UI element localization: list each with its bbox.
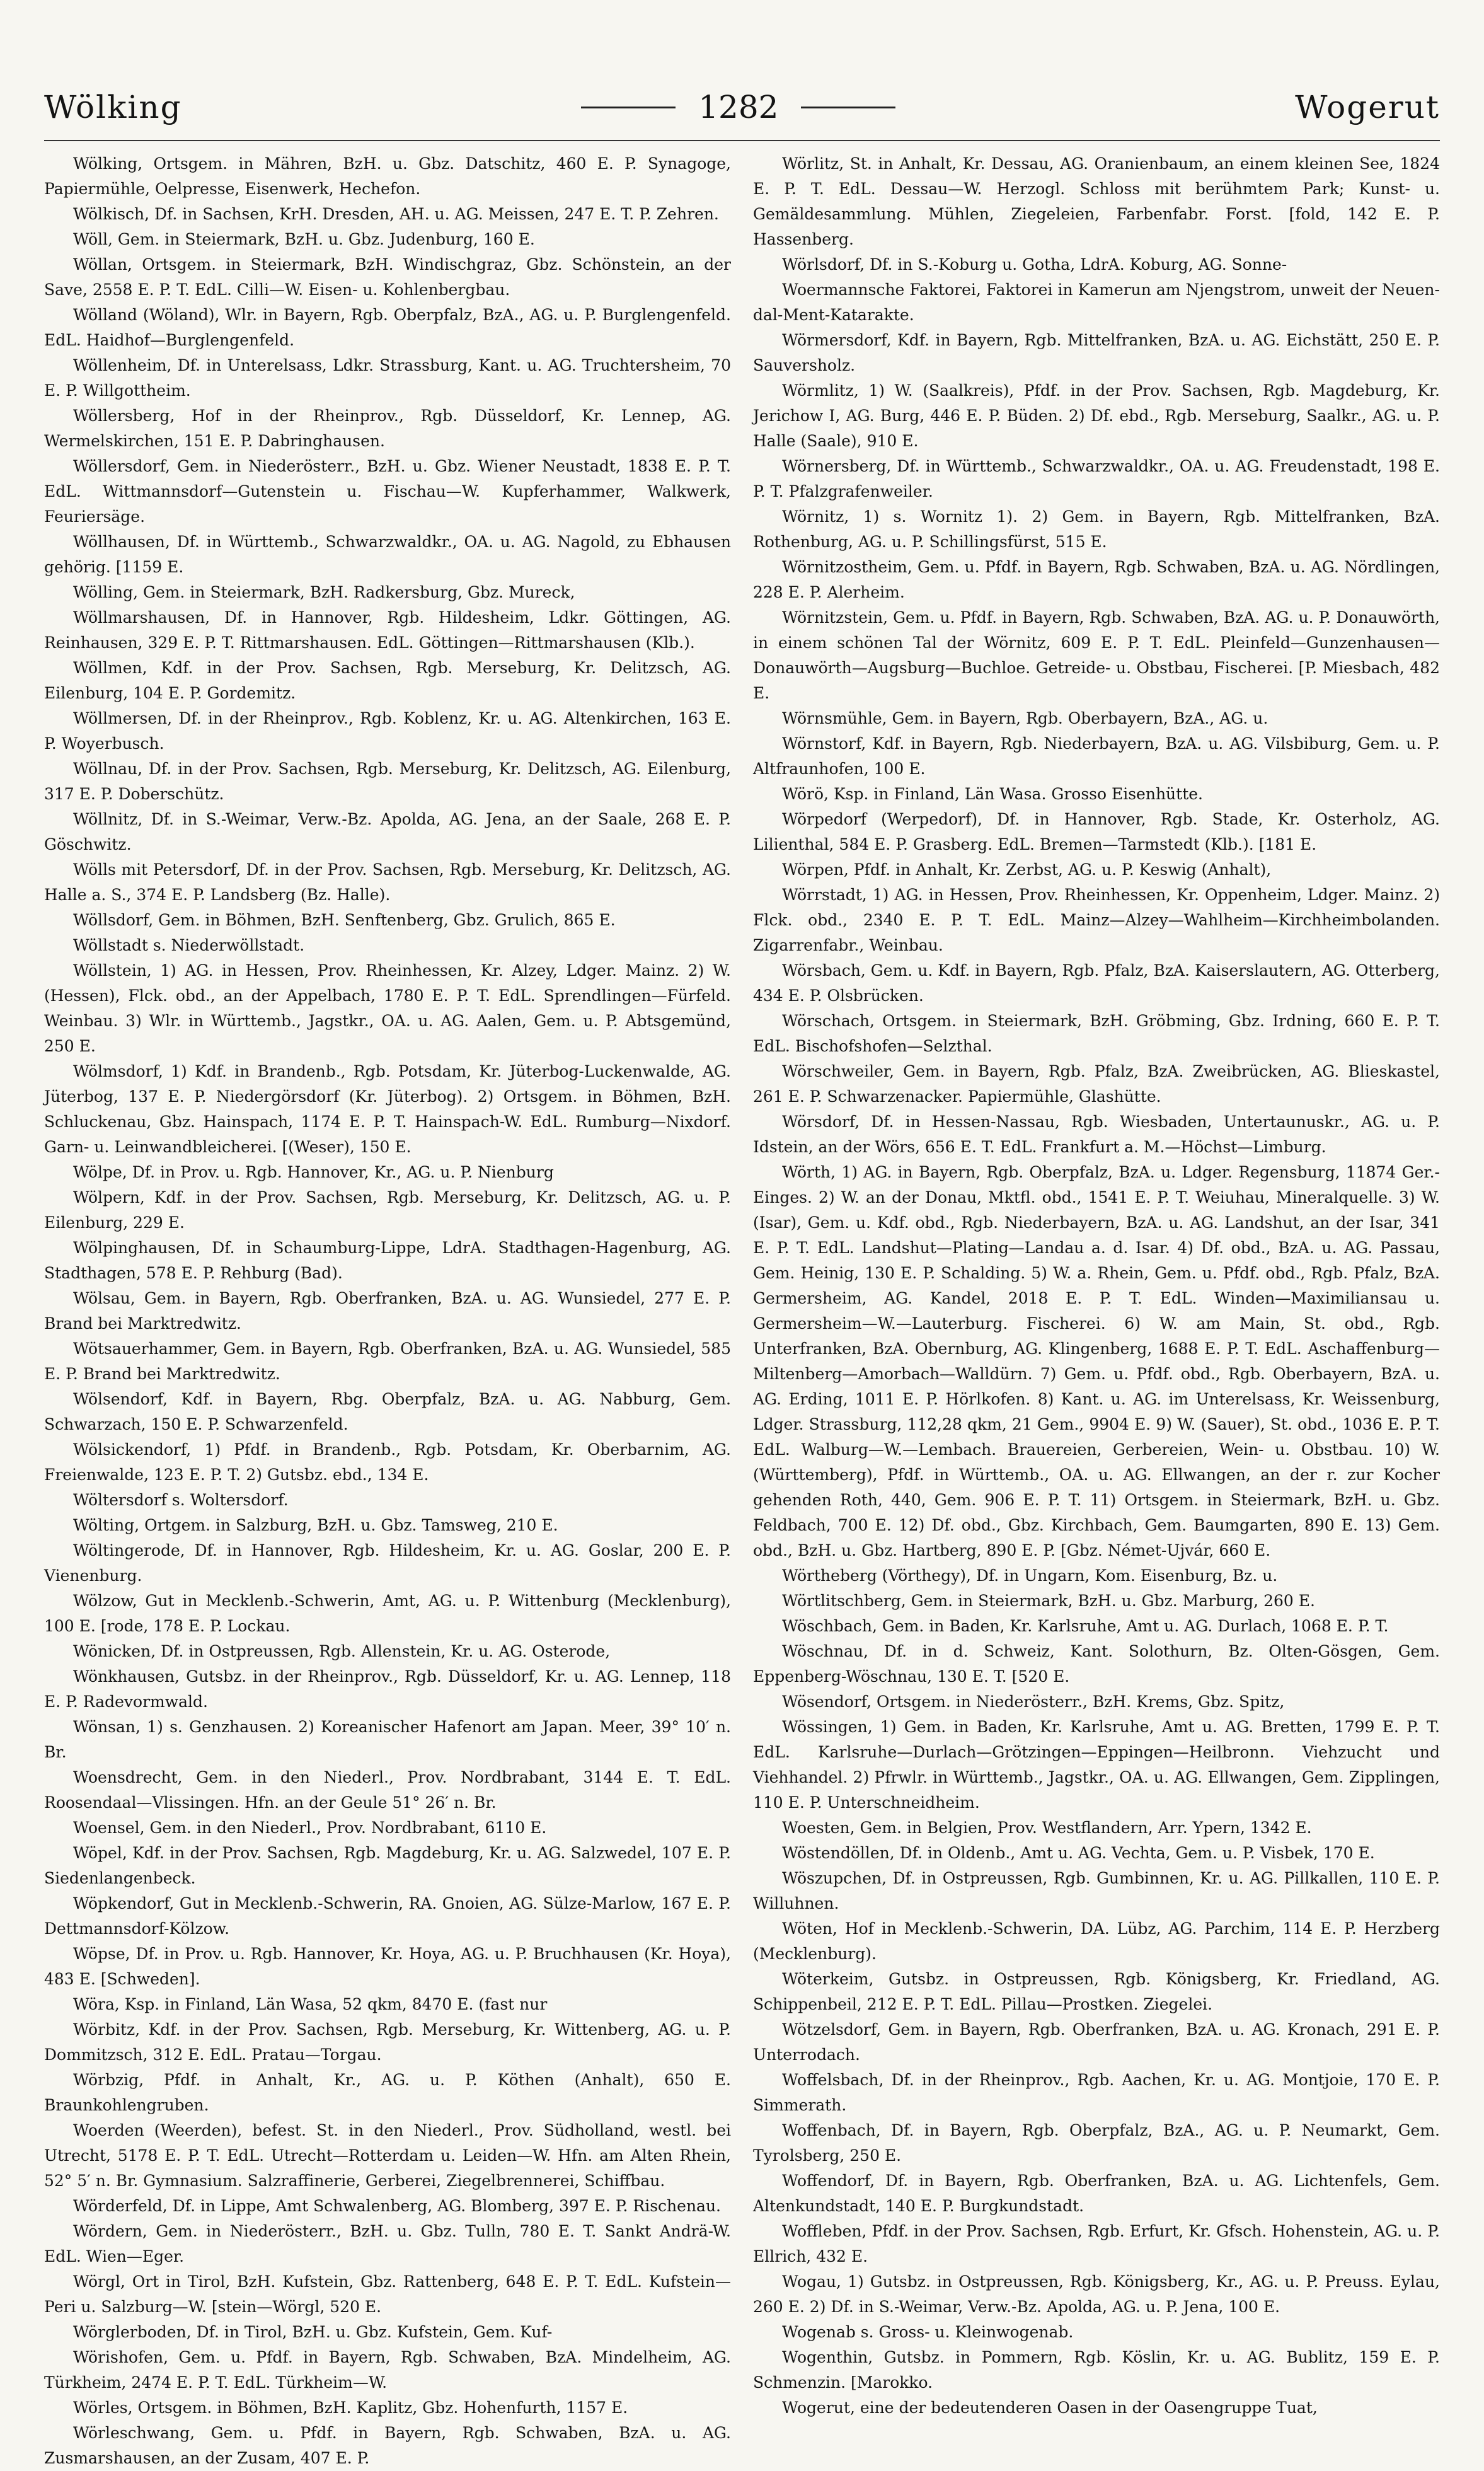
gazetteer-entry: Wogenthin, Gutsbz. in Pommern, Rgb. Köslin, Kr. u. AG. Bublitz, 159 E. P. Schmenzin. [Marokko. (753, 2348, 1440, 2392)
gazetteer-entry: Wölpern, Kdf. in der Prov. Sachsen, Rgb. Merseburg, Kr. Delitzsch, AG. u. P. Eilenburg, 229 E. (44, 1188, 731, 1232)
gazetteer-entry: Wöllan, Ortsgem. in Steiermark, BzH. Windischgraz, Gbz. Schönstein, an der Save, 2558 E. P. T. EdL. Cilli—W. Eisen- u. Kohlenbergbau. (44, 255, 731, 299)
gazetteer-entry: Wöpel, Kdf. in der Prov. Sachsen, Rgb. Magdeburg, Kr. u. AG. Salzwedel, 107 E. P. Siedenlangenbeck. (44, 1844, 731, 1887)
gazetteer-entry: Wörtheberg (Vörthegy), Df. in Ungarn, Kom. Eisenburg, Bz. u. (782, 1566, 1278, 1585)
gazetteer-entry: Wörnstorf, Kdf. in Bayern, Rgb. Niederbayern, BzA. u. AG. Vilsbiburg, Gem. u. P. Altfraunhofen, 100 E. (753, 734, 1440, 778)
gazetteer-entry: Wörsbach, Gem. u. Kdf. in Bayern, Rgb. Pfalz, BzA. Kaiserslautern, AG. Otterberg, 434 E. P. Olsbrücken. (753, 961, 1440, 1005)
right-column (753, 151, 1440, 2421)
gazetteer-entry: Woffelsbach, Df. in der Rheinprov., Rgb. Aachen, Kr. u. AG. Montjoie, 170 E. P. Simmerath. (753, 2071, 1440, 2114)
gazetteer-entry: Wöpkendorf, Gut in Mecklenb.-Schwerin, RA. Gnoien, AG. Sülze-Marlow, 167 E. P. Dettmannsdorf-Kölzow. (44, 1894, 731, 1938)
gazetteer-entry: Woesten, Gem. in Belgien, Prov. Westflandern, Arr. Ypern, 1342 E. (782, 1819, 1312, 1837)
gazetteer-entry: Wörnersberg, Df. in Württemb., Schwarzwaldkr., OA. u. AG. Freudenstadt, 198 E. P. T. Pfalzgrafenweiler. (753, 457, 1440, 501)
gazetteer-entry: Wöstendöllen, Df. in Oldenb., Amt u. AG. Vechta, Gem. u. P. Visbek, 170 E. (782, 1844, 1375, 1862)
gazetteer-entry: Wörpedorf (Werpedorf), Df. in Hannover, Rgb. Stade, Kr. Osterholz, AG. Lilienthal, 584 E. P. Grasberg. EdL. Bremen—Tarmstedt (Klb.). [181 E. (753, 810, 1440, 854)
gazetteer-entry: Woermannsche Faktorei, Faktorei in Kamerun am Njengstrom, unweit der Neuen-dal-Ment-Katarakte. (753, 281, 1440, 324)
gazetteer-entry: Wörbzig, Pfdf. in Anhalt, Kr., AG. u. P. Köthen (Anhalt), 650 E. Braunkohlengruben. (44, 2071, 731, 2114)
page-number: 1282 (698, 89, 779, 125)
gazetteer-entry: Wölsickendorf, 1) Pfdf. in Brandenb., Rgb. Potsdam, Kr. Oberbarnim, AG. Freienwalde, 123 E. P. T. 2) Gutsbz. ebd., 134 E. (44, 1440, 731, 1484)
gazetteer-entry: Woffendorf, Df. in Bayern, Rgb. Oberfranken, BzA. u. AG. Lichtenfels, Gem. Altenkundstadt, 140 E. P. Burgkundstadt. (753, 2172, 1440, 2215)
gazetteer-entry: Wöra, Ksp. in Finland, Län Wasa, 52 qkm, 8470 E. (fast nur (73, 1995, 548, 2013)
gazetteer-entry: Wöllstadt s. Niederwöllstadt. (73, 936, 305, 954)
gazetteer-entry: Wogau, 1) Gutsbz. in Ostpreussen, Rgb. Königsberg, Kr., AG. u. P. Preuss. Eylau, 260 E. 2) Df. in S.-Weimar, Verw.-Bz. Apolda, AG. u. P. Jena, 100 E. (753, 2272, 1440, 2316)
gazetteer-entry: Woensdrecht, Gem. in den Niederl., Prov. Nordbrabant, 3144 E. T. EdL. Roosendaal—Vlissingen. Hfn. an der Geule 51° 26′ n. Br. (44, 1768, 731, 1812)
header-rule (44, 140, 1440, 141)
gazetteer-entry: Wölking, Ortsgem. in Mähren, BzH. u. Gbz. Datschitz, 460 E. P. Synagoge, Papiermühle, Oelpresse, Eisenwerk, Hechefon. (44, 154, 731, 198)
gazetteer-entry: Wördern, Gem. in Niederösterr., BzH. u. Gbz. Tulln, 780 E. T. Sankt Andrä-W. EdL. Wien—Eger. (44, 2222, 731, 2266)
gazetteer-entry: Wöltingerode, Df. in Hannover, Rgb. Hildesheim, Kr. u. AG. Goslar, 200 E. P. Vienenburg. (44, 1541, 731, 1585)
gazetteer-entry: Woffenbach, Df. in Bayern, Rgb. Oberpfalz, BzA., AG. u. P. Neumarkt, Gem. Tyrolsberg, 250 E. (753, 2121, 1440, 2165)
gazetteer-entry: Wöllnitz, Df. in S.-Weimar, Verw.-Bz. Apolda, AG. Jena, an der Saale, 268 E. P. Göschwitz. (44, 810, 731, 854)
gazetteer-entry: Wöllsdorf, Gem. in Böhmen, BzH. Senftenberg, Gbz. Grulich, 865 E. (73, 911, 616, 929)
gazetteer-entry: Wörnitzostheim, Gem. u. Pfdf. in Bayern, Rgb. Schwaben, BzA. u. AG. Nördlingen, 228 E. P. Alerheim. (753, 558, 1440, 601)
gazetteer-entry: Wörmlitz, 1) W. (Saalkreis), Pfdf. in der Prov. Sachsen, Rgb. Magdeburg, Kr. Jerichow I, AG. Burg, 446 E. P. Büden. 2) Df. ebd., Rgb. Merseburg, Saalkr., AG. u. P. Halle (Saale), 910 E. (753, 381, 1440, 450)
gazetteer-entry: Wöllmen, Kdf. in der Prov. Sachsen, Rgb. Merseburg, Kr. Delitzsch, AG. Eilenburg, 104 E. P. Gordemitz. (44, 659, 731, 702)
left-running-head: Wölking (44, 89, 182, 125)
gazetteer-entry: Wölsau, Gem. in Bayern, Rgb. Oberfranken, BzA. u. AG. Wunsiedel, 277 E. P. Brand bei Marktredwitz. (44, 1289, 731, 1333)
gazetteer-entry: Wöterkeim, Gutsbz. in Ostpreussen, Rgb. Königsberg, Kr. Friedland, AG. Schippenbeil, 212 E. P. T. EdL. Pillau—Prostken. Ziegelei. (753, 1970, 1440, 2013)
gazetteer-entry: Wogerut, eine der bedeutenderen Oasen in der Oasengruppe Tuat, (782, 2399, 1318, 2417)
gazetteer-entry: Wörschweiler, Gem. in Bayern, Rgb. Pfalz, BzA. Zweibrücken, AG. Blieskastel, 261 E. P. Schwarzenacker. Papiermühle, Glashütte. (753, 1062, 1440, 1106)
gazetteer-entry: Wörleschwang, Gem. u. Pfdf. in Bayern, Rgb. Schwaben, BzA. u. AG. Zusmarshausen, an der Zusam, 407 E. P. (44, 2424, 731, 2467)
gazetteer-entry: Woerden (Weerden), befest. St. in den Niederl., Prov. Südholland, westl. bei Utrecht, 5178 E. P. T. EdL. Utrecht—Rotterdam u. Leiden—W. Hfn. am Alten Rhein, 52° 5′ n. Br. Gymnasium. Salzraffinerie, Gerberei, Ziegelbrennerei, Schiffbau. (44, 2121, 731, 2190)
gazetteer-entry: Wöllhausen, Df. in Württemb., Schwarzwaldkr., OA. u. AG. Nagold, zu Ebhausen gehörig. [1159 E. (44, 533, 731, 576)
gazetteer-entry: Wörnitzstein, Gem. u. Pfdf. in Bayern, Rgb. Schwaben, BzA. AG. u. P. Donauwörth, in einem schönen Tal der Wörnitz, 609 E. P. T. EdL. Pleinfeld—Gunzenhausen—Donauwörth—Augsburg—Buchloe. Getreide- u. Obstbau, Fischerei. [P. Miesbach, 482 E. (753, 608, 1440, 702)
gazetteer-entry: Wölland (Wöland), Wlr. in Bayern, Rgb. Oberpfalz, BzA., AG. u. P. Burglengenfeld. EdL. Haidhof—Burglengenfeld. (44, 306, 731, 349)
gazetteer-entry: Wöllmersen, Df. in der Rheinprov., Rgb. Koblenz, Kr. u. AG. Altenkirchen, 163 E. P. Woyerbusch. (44, 709, 731, 753)
gazetteer-entry: Wöpse, Df. in Prov. u. Rgb. Hannover, Kr. Hoya, AG. u. P. Bruchhausen (Kr. Hoya), 483 E. [Schweden]. (44, 1945, 731, 1988)
page-number-group (581, 89, 895, 125)
gazetteer-entry: Wönsan, 1) s. Genzhausen. 2) Koreanischer Hafenort am Japan. Meer, 39° 10′ n. Br. (44, 1718, 731, 1761)
gazetteer-entry: Wölling, Gem. in Steiermark, BzH. Radkersburg, Gbz. Mureck, (73, 583, 575, 601)
gazetteer-entry: Wörnsmühle, Gem. in Bayern, Rgb. Oberbayern, BzA., AG. u. (782, 709, 1268, 727)
gazetteer-entry: Wöllstein, 1) AG. in Hessen, Prov. Rheinhessen, Kr. Alzey, Ldger. Mainz. 2) W. (Hessen), Flck. obd., an der Appelbach, 1780 E. P. T. EdL. Sprendlingen—Fürfeld. Weinbau. 3) Wlr. in Württemb., Jagstkr., OA. u. AG. Aalen, Gem. u. P. Abtsgemünd, 250 E. (44, 961, 731, 1055)
gazetteer-entry: Wöszupchen, Df. in Ostpreussen, Rgb. Gumbinnen, Kr. u. AG. Pillkallen, 110 E. P. Willuhnen. (753, 1869, 1440, 1913)
gazetteer-entry: Wörderfeld, Df. in Lippe, Amt Schwalenberg, AG. Blomberg, 397 E. P. Rischenau. (73, 2197, 722, 2215)
gazetteer-entry: Wogenab s. Gross- u. Kleinwogenab. (782, 2323, 1074, 2341)
gazetteer-entry: Wörglerboden, Df. in Tirol, BzH. u. Gbz. Kufstein, Gem. Kuf- (73, 2323, 553, 2341)
gazetteer-entry: Wörgl, Ort in Tirol, BzH. Kufstein, Gbz. Rattenberg, 648 E. P. T. EdL. Kufstein—Peri u. Salzburg—W. [stein—Wörgl, 520 E. (44, 2272, 731, 2316)
gazetteer-entry: Wölkisch, Df. in Sachsen, KrH. Dresden, AH. u. AG. Meissen, 247 E. T. P. Zehren. (73, 205, 719, 223)
gazetteer-entry: Woensel, Gem. in den Niederl., Prov. Nordbrabant, 6110 E. (73, 1819, 547, 1837)
gazetteer-entry: Wölpinghausen, Df. in Schaumburg-Lippe, LdrA. Stadthagen-Hagenburg, AG. Stadthagen, 578 E. P. Rehburg (Bad). (44, 1239, 731, 1282)
gazetteer-entry: Wöllersberg, Hof in der Rheinprov., Rgb. Düsseldorf, Kr. Lennep, AG. Wermelskirchen, 151 E. P. Dabringhausen. (44, 407, 731, 450)
gazetteer-entry: Wörrstadt, 1) AG. in Hessen, Prov. Rheinhessen, Kr. Oppenheim, Ldger. Mainz. 2) Flck. obd., 2340 E. P. T. EdL. Mainz—Alzey—Wahlheim—Kirchheimbolanden. Zigarrenfabr., Weinbau. (753, 886, 1440, 954)
gazetteer-entry: Wönicken, Df. in Ostpreussen, Rgb. Allenstein, Kr. u. AG. Osterode, (73, 1642, 611, 1660)
gazetteer-entry: Wörmersdorf, Kdf. in Bayern, Rgb. Mittelfranken, BzA. u. AG. Eichstätt, 250 E. P. Sauversholz. (753, 331, 1440, 374)
gazetteer-entry: Wöll, Gem. in Steiermark, BzH. u. Gbz. Judenburg, 160 E. (73, 230, 535, 248)
gazetteer-entry: Wörnitz, 1) s. Wornitz 1). 2) Gem. in Bayern, Rgb. Mittelfranken, BzA. Rothenburg, AG. u. P. Schillingsfürst, 515 E. (753, 507, 1440, 551)
gazetteer-entry: Wölpe, Df. in Prov. u. Rgb. Hannover, Kr., AG. u. P. Nienburg (73, 1163, 554, 1181)
gazetteer-entry: Wörlitz, St. in Anhalt, Kr. Dessau, AG. Oranienbaum, an einem kleinen See, 1824 E. P. T. EdL. Dessau—W. Herzogl. Schloss mit berühmtem Park; Kunst- u. Gemäldesammlung. Mühlen, Ziegeleien, Farbenfabr. Forst. [fold, 142 E. P. Hassenberg. (753, 154, 1440, 248)
gazetteer-entry: Wörtlitschberg, Gem. in Steiermark, BzH. u. Gbz. Marburg, 260 E. (782, 1592, 1315, 1610)
gazetteer-entry: Wörschach, Ortsgem. in Steiermark, BzH. Gröbming, Gbz. Irdning, 660 E. P. T. EdL. Bischofshofen—Selzthal. (753, 1012, 1440, 1055)
gazetteer-entry: Wölting, Ortgem. in Salzburg, BzH. u. Gbz. Tamsweg, 210 E. (73, 1516, 558, 1534)
gazetteer-entry: Wöten, Hof in Mecklenb.-Schwerin, DA. Lübz, AG. Parchim, 114 E. P. Herzberg (Mecklenburg). (753, 1919, 1440, 1963)
header-dash-right (801, 107, 895, 108)
gazetteer-entry: Wörlsdorf, Df. in S.-Koburg u. Gotha, LdrA. Koburg, AG. Sonne- (782, 255, 1287, 274)
gazetteer-entry: Wötzelsdorf, Gem. in Bayern, Rgb. Oberfranken, BzA. u. AG. Kronach, 291 E. P. Unterrodach. (753, 2020, 1440, 2064)
gazetteer-entry: Wöschnau, Df. in d. Schweiz, Kant. Solothurn, Bz. Olten-Gösgen, Gem. Eppenberg-Wöschnau, 130 E. T. [520 E. (753, 1642, 1440, 1686)
gazetteer-entry: Wöllnau, Df. in der Prov. Sachsen, Rgb. Merseburg, Kr. Delitzsch, AG. Eilenburg, 317 E. P. Doberschütz. (44, 760, 731, 803)
right-running-head: Wogerut (1295, 89, 1440, 125)
gazetteer-entry: Wöllmarshausen, Df. in Hannover, Rgb. Hildesheim, Ldkr. Göttingen, AG. Reinhausen, 329 E. P. T. Rittmarshausen. EdL. Göttingen—Rittmarshausen (Klb.). (44, 608, 731, 652)
gazetteer-entry: Wössingen, 1) Gem. in Baden, Kr. Karlsruhe, Amt u. AG. Bretten, 1799 E. P. T. EdL. Karlsruhe—Durlach—Grötzingen—Eppingen—Heilbronn. Viehzucht und Viehhandel. 2) Pfrwlr. in Württemb., Jagstkr., OA. u. AG. Ellwangen, Gem. Zipplingen, 110 E. P. Unterschneidheim. (753, 1718, 1440, 1812)
gazetteer-entry: Wölzow, Gut in Mecklenb.-Schwerin, Amt, AG. u. P. Wittenburg (Mecklenburg), 100 E. [rode, 178 E. P. Lockau. (44, 1592, 731, 1635)
gazetteer-entry: Wöschbach, Gem. in Baden, Kr. Karlsruhe, Amt u. AG. Durlach, 1068 E. P. T. (782, 1617, 1389, 1635)
gazetteer-entry: Woffleben, Pfdf. in der Prov. Sachsen, Rgb. Erfurt, Kr. Gfsch. Hohenstein, AG. u. P. Ellrich, 432 E. (753, 2222, 1440, 2266)
page-header (44, 76, 1440, 139)
gazetteer-entry: Wölsendorf, Kdf. in Bayern, Rbg. Oberpfalz, BzA. u. AG. Nabburg, Gem. Schwarzach, 150 E. P. Schwarzenfeld. (44, 1390, 731, 1433)
gazetteer-entry: Wörö, Ksp. in Finland, Län Wasa. Grosso Eisenhütte. (782, 785, 1203, 803)
left-column (44, 151, 731, 2471)
gazetteer-entry: Wöllenheim, Df. in Unterelsass, Ldkr. Strassburg, Kant. u. AG. Truchtersheim, 70 E. P. Willgottheim. (44, 356, 731, 400)
gazetteer-entry: Wöllersdorf, Gem. in Niederösterr., BzH. u. Gbz. Wiener Neustadt, 1838 E. P. T. EdL. Wittmannsdorf—Gutenstein u. Fischau—W. Kupferhammer, Walkwerk, Feuriersäge. (44, 457, 731, 526)
header-dash-left (581, 107, 676, 108)
gazetteer-entry: Wörsdorf, Df. in Hessen-Nassau, Rgb. Wiesbaden, Untertaunuskr., AG. u. P. Idstein, an der Wörs, 656 E. T. EdL. Frankfurt a. M.—Höchst—Limburg. (753, 1113, 1440, 1156)
gazetteer-entry: Wörles, Ortsgem. in Böhmen, BzH. Kaplitz, Gbz. Hohenfurth, 1157 E. (73, 2399, 628, 2417)
gazetteer-entry: Wöltersdorf s. Woltersdorf. (73, 1491, 289, 1509)
gazetteer-entry: Wörpen, Pfdf. in Anhalt, Kr. Zerbst, AG. u. P. Keswig (Anhalt), (782, 860, 1272, 879)
gazetteer-entry: Wölmsdorf, 1) Kdf. in Brandenb., Rgb. Potsdam, Kr. Jüterbog-Luckenwalde, AG. Jüterbog, 137 E. P. Niedergörsdorf (Kr. Jüterbog). 2) Ortsgem. in Böhmen, BzH. Schluckenau, Gbz. Hainspach, 1174 E. P. T. Hainspach-W. EdL. Rumburg—Nixdorf. Garn- u. Leinwandbleicherei. [(Weser), 150 E. (44, 1062, 731, 1156)
gazetteer-entry: Wörishofen, Gem. u. Pfdf. in Bayern, Rgb. Schwaben, BzA. Mindelheim, AG. Türkheim, 2474 E. P. T. EdL. Türkheim—W. (44, 2348, 731, 2392)
gazetteer-entry: Wönkhausen, Gutsbz. in der Rheinprov., Rgb. Düsseldorf, Kr. u. AG. Lennep, 118 E. P. Radevormwald. (44, 1667, 731, 1711)
gazetteer-entry: Wölls mit Petersdorf, Df. in der Prov. Sachsen, Rgb. Merseburg, Kr. Delitzsch, AG. Halle a. S., 374 E. P. Landsberg (Bz. Halle). (44, 860, 731, 904)
gazetteer-entry: Wörth, 1) AG. in Bayern, Rgb. Oberpfalz, BzA. u. Ldger. Regensburg, 11874 Ger.-Einges. 2) W. an der Donau, Mktfl. obd., 1541 E. P. T. Weiuhau, Mineralquelle. 3) W. (Isar), Gem. u. Kdf. obd., Rgb. Niederbayern, BzA. u. AG. Landshut, an der Isar, 341 E. P. T. EdL. Landshut—Plating—Landau a. d. Isar. 4) Df. obd., BzA. u. AG. Passau, Gem. Heinig, 130 E. P. Schalding. 5) W. a. Rhein, Gem. u. Pfdf. obd., Rgb. Pfalz, BzA. Germersheim, AG. Kandel, 2018 E. P. T. EdL. Winden—Maximiliansau u. Germersheim—W.—Lauterburg. Fischerei. 6) W. am Main, St. obd., Rgb. Unterfranken, BzA. Obernburg, AG. Klingenberg, 1688 E. P. T. EdL. Aschaffenburg—Miltenberg—Amorbach—Walldürn. 7) Gem. u. Pfdf. obd., Rgb. Oberbayern, BzA. u. AG. Erding, 1011 E. P. Hörlkofen. 8) Kant. u. AG. im Unterelsass, Kr. Weissenburg, Ldger. Strassburg, 112,28 qkm, 21 Gem., 9904 E. 9) W. (Sauer), St. obd., 1036 E. P. T. EdL. Walburg—W.—Lembach. Brauereien, Gerbereien, Wein- u. Obstbau. 10) W. (Württemberg), Pfdf. in Württemb., OA. u. AG. Ellwangen, an der r. zur Kocher gehenden Roth, 440, Gem. 906 E. P. T. 11) Ortsgem. in Steiermark, BzH. u. Gbz. Feldbach, 700 E. 12) Df. obd., Gbz. Kirchbach, Gem. Baumgarten, 890 E. 13) Gem. obd., BzH. u. Gbz. Hartberg, 890 E. P. [Gbz. Német-Ujvár, 660 E. (753, 1163, 1440, 1560)
gazetteer-entry: Wötsauerhammer, Gem. in Bayern, Rgb. Oberfranken, BzA. u. AG. Wunsiedel, 585 E. P. Brand bei Marktredwitz. (44, 1340, 731, 1383)
gazetteer-entry: Wörbitz, Kdf. in der Prov. Sachsen, Rgb. Merseburg, Kr. Wittenberg, AG. u. P. Dommitzsch, 312 E. EdL. Pratau—Torgau. (44, 2020, 731, 2064)
gazetteer-entry: Wösendorf, Ortsgem. in Niederösterr., BzH. Krems, Gbz. Spitz, (782, 1693, 1285, 1711)
